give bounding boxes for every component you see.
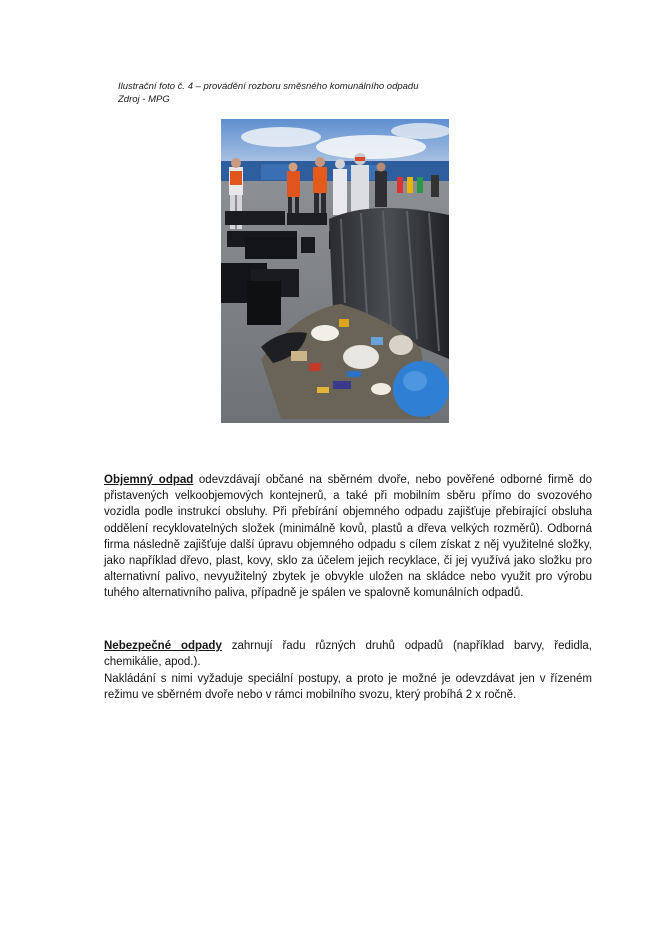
bulky-waste-paragraph: [104, 472, 592, 602]
hazardous-waste-paragraph: [104, 638, 592, 670]
bulky-waste-text: odevzdávají občané na sběrném dvoře, nebo pověřené odborné firmě do přistavených velkoobjemových kontejnerů, a také při mobilním sběru přímo do svozového vozidla podle instrukcí obsluhy. Při přebírání objemného odpadu zajišťuje přebírající obsluha oddělení recyklovatelných složek (minimálně kovů, plastů a dřeva velkých rozměrů). Odborná firma následně zajišťuje další úpravu objemného odpadu s cílem získat z něj využitelné složky, jako například dřevo, plast, kovy, sklo za účelem jejich recyklace, či jej využívá jako složku pro alternativní palivo, nevyužitelný zbytek je obvykle uložen na skládce nebo využit pro výrobu tuhého alternativního paliva, případně je spálen ve spalovně komunálních odpadů.: [104, 474, 592, 600]
bulky-waste-term: Objemný odpad: [104, 474, 194, 486]
hazardous-waste-handling-paragraph: Nakládání s nimi vyžaduje speciální postupy, a proto je možné je odevzdávat jen v řízeném režimu ve sběrném dvoře nebo v rámci mobilního svozu, který probíhá 2 x ročně.: [104, 673, 592, 702]
caption-source: Zdroj - MPG: [118, 94, 170, 105]
photo-waste-sorting-icon: [221, 119, 449, 423]
photo-caption: [118, 80, 419, 106]
hazardous-waste-text: zahrnují řadu různých druhů odpadů (například barvy, ředidla, chemikálie, apod.).: [104, 640, 592, 669]
caption-title: Ilustrační foto č. 4 – provádění rozboru směsného komunálního odpadu: [118, 81, 419, 92]
hazardous-waste-term: Nebezpečné odpady: [104, 640, 222, 652]
waste-sorting-photo: [221, 119, 449, 423]
